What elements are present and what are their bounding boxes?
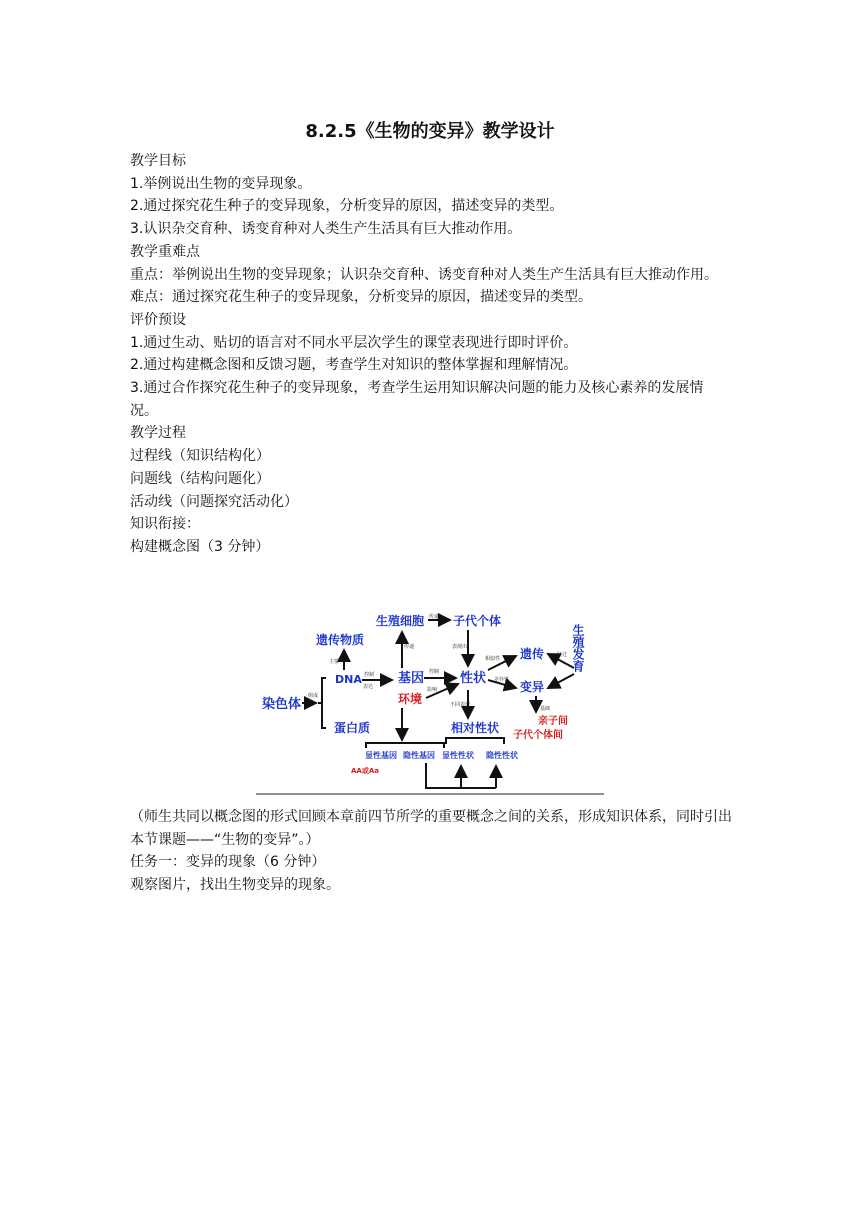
- paragraph: 构建概念图（3 分钟）: [130, 538, 270, 555]
- paragraph: 知识衔接：: [130, 516, 200, 533]
- node-recessive-gene: 隐性基因: [403, 751, 435, 760]
- node-protein: 蛋白质: [334, 721, 371, 735]
- trait-bracket: [446, 738, 504, 744]
- paragraph: 过程线（知识结构化）: [130, 448, 270, 465]
- chromosome-bracket: [318, 678, 326, 728]
- node-genotype: AA或Aa: [351, 767, 379, 775]
- document-body-continued: [130, 806, 735, 897]
- paragraph: （师生共同以概念图的形式回顾本章前四节所学的重要概念之间的关系，形成知识体系，同时引出本节课题——“生物的变异”。）: [130, 809, 732, 848]
- node-environment: 环境: [398, 692, 423, 706]
- node-among-offspring: 子代个体间: [513, 730, 563, 741]
- node-reproduction: 生殖发育: [571, 624, 585, 672]
- node-relative-traits: 相对性状: [451, 721, 500, 735]
- label-similar: 相似性: [485, 656, 501, 662]
- paragraph: 重点：举例说出生物的变异现象；认识杂交育种、诱变育种对人类生产生活具有巨大推动作用。: [130, 266, 718, 283]
- node-genetic-material: 遗传物质: [316, 633, 365, 647]
- paragraph: 1.举例说出生物的变异现象。: [130, 175, 312, 192]
- node-gene: 基因: [398, 671, 425, 686]
- paragraph: 2.通过构建概念图和反馈习题，考查学生对知识的整体掌握和理解情况。: [130, 357, 578, 374]
- node-offspring: 子代个体: [453, 614, 502, 628]
- label-influence: 影响: [427, 687, 438, 693]
- section-heading: 教学过程: [130, 425, 186, 442]
- paragraph: 1.通过生动、贴切的语言对不同水平层次学生的课堂表现进行即时评价。: [130, 334, 578, 351]
- document-body: [130, 150, 730, 559]
- label-difference: 差异性: [494, 677, 510, 683]
- node-heredity: 遗传: [520, 647, 545, 661]
- label-composed: 组成: [308, 693, 319, 699]
- arrow-repro-variation: [548, 674, 574, 688]
- label-control2: 控制: [429, 669, 440, 675]
- node-trait: 性状: [460, 671, 487, 686]
- paragraph: 活动线（问题探究活动化）: [130, 493, 298, 510]
- label-basis: 基础: [540, 706, 551, 712]
- node-dna: DNA: [335, 673, 362, 686]
- paragraph: 3.通过合作探究花生种子的变异现象，考查学生运用知识解决问题的能力及核心素养的发展情况。: [130, 380, 704, 419]
- label-main: 主要: [329, 659, 340, 665]
- label-show: 表现出: [452, 644, 468, 650]
- paragraph: 任务一：变异的现象（6 分钟）: [130, 854, 326, 871]
- paragraph: 难点：通过探究花生种子的变异现象，分析变异的原因，描述变异的类型。: [130, 289, 592, 306]
- node-dominant-trait: 显性性状: [442, 751, 474, 760]
- node-variation: 变异: [520, 680, 545, 694]
- section-heading: 教学目标: [130, 153, 186, 169]
- label-control1: 控制: [364, 672, 375, 678]
- node-recessive-trait: 隐性性状: [486, 751, 518, 760]
- label-different-forms: 不同表现: [450, 702, 471, 708]
- concept-map: [256, 598, 604, 795]
- node-chromosome: 染色体: [262, 697, 302, 712]
- node-dominant-gene: 显性基因: [365, 751, 397, 760]
- section-heading: 教学重难点: [130, 243, 200, 260]
- node-germ-cell: 生殖细胞: [376, 614, 425, 628]
- arrow-feedback: [426, 763, 461, 788]
- paragraph: 问题线（结构问题化）: [130, 470, 270, 487]
- page-title: 8.2.5《生物的变异》教学设计: [305, 121, 555, 142]
- paragraph: 观察图片，找出生物变异的现象。: [130, 877, 340, 894]
- gene-bracket: [366, 743, 444, 748]
- label-pass2: 传递: [429, 614, 440, 620]
- label-via: 经过: [557, 652, 568, 658]
- label-express: 表达: [363, 684, 374, 690]
- section-heading: 评价预设: [130, 311, 186, 328]
- paragraph: 3.认识杂交育种、诱变育种对人类生产生活具有巨大推动作用。: [130, 221, 522, 238]
- paragraph: 2.通过探究花生种子的变异现象，分析变异的原因，描述变异的类型。: [130, 198, 564, 215]
- node-parent-offspring: 亲子间: [538, 716, 568, 727]
- label-pass: 传递: [404, 644, 415, 650]
